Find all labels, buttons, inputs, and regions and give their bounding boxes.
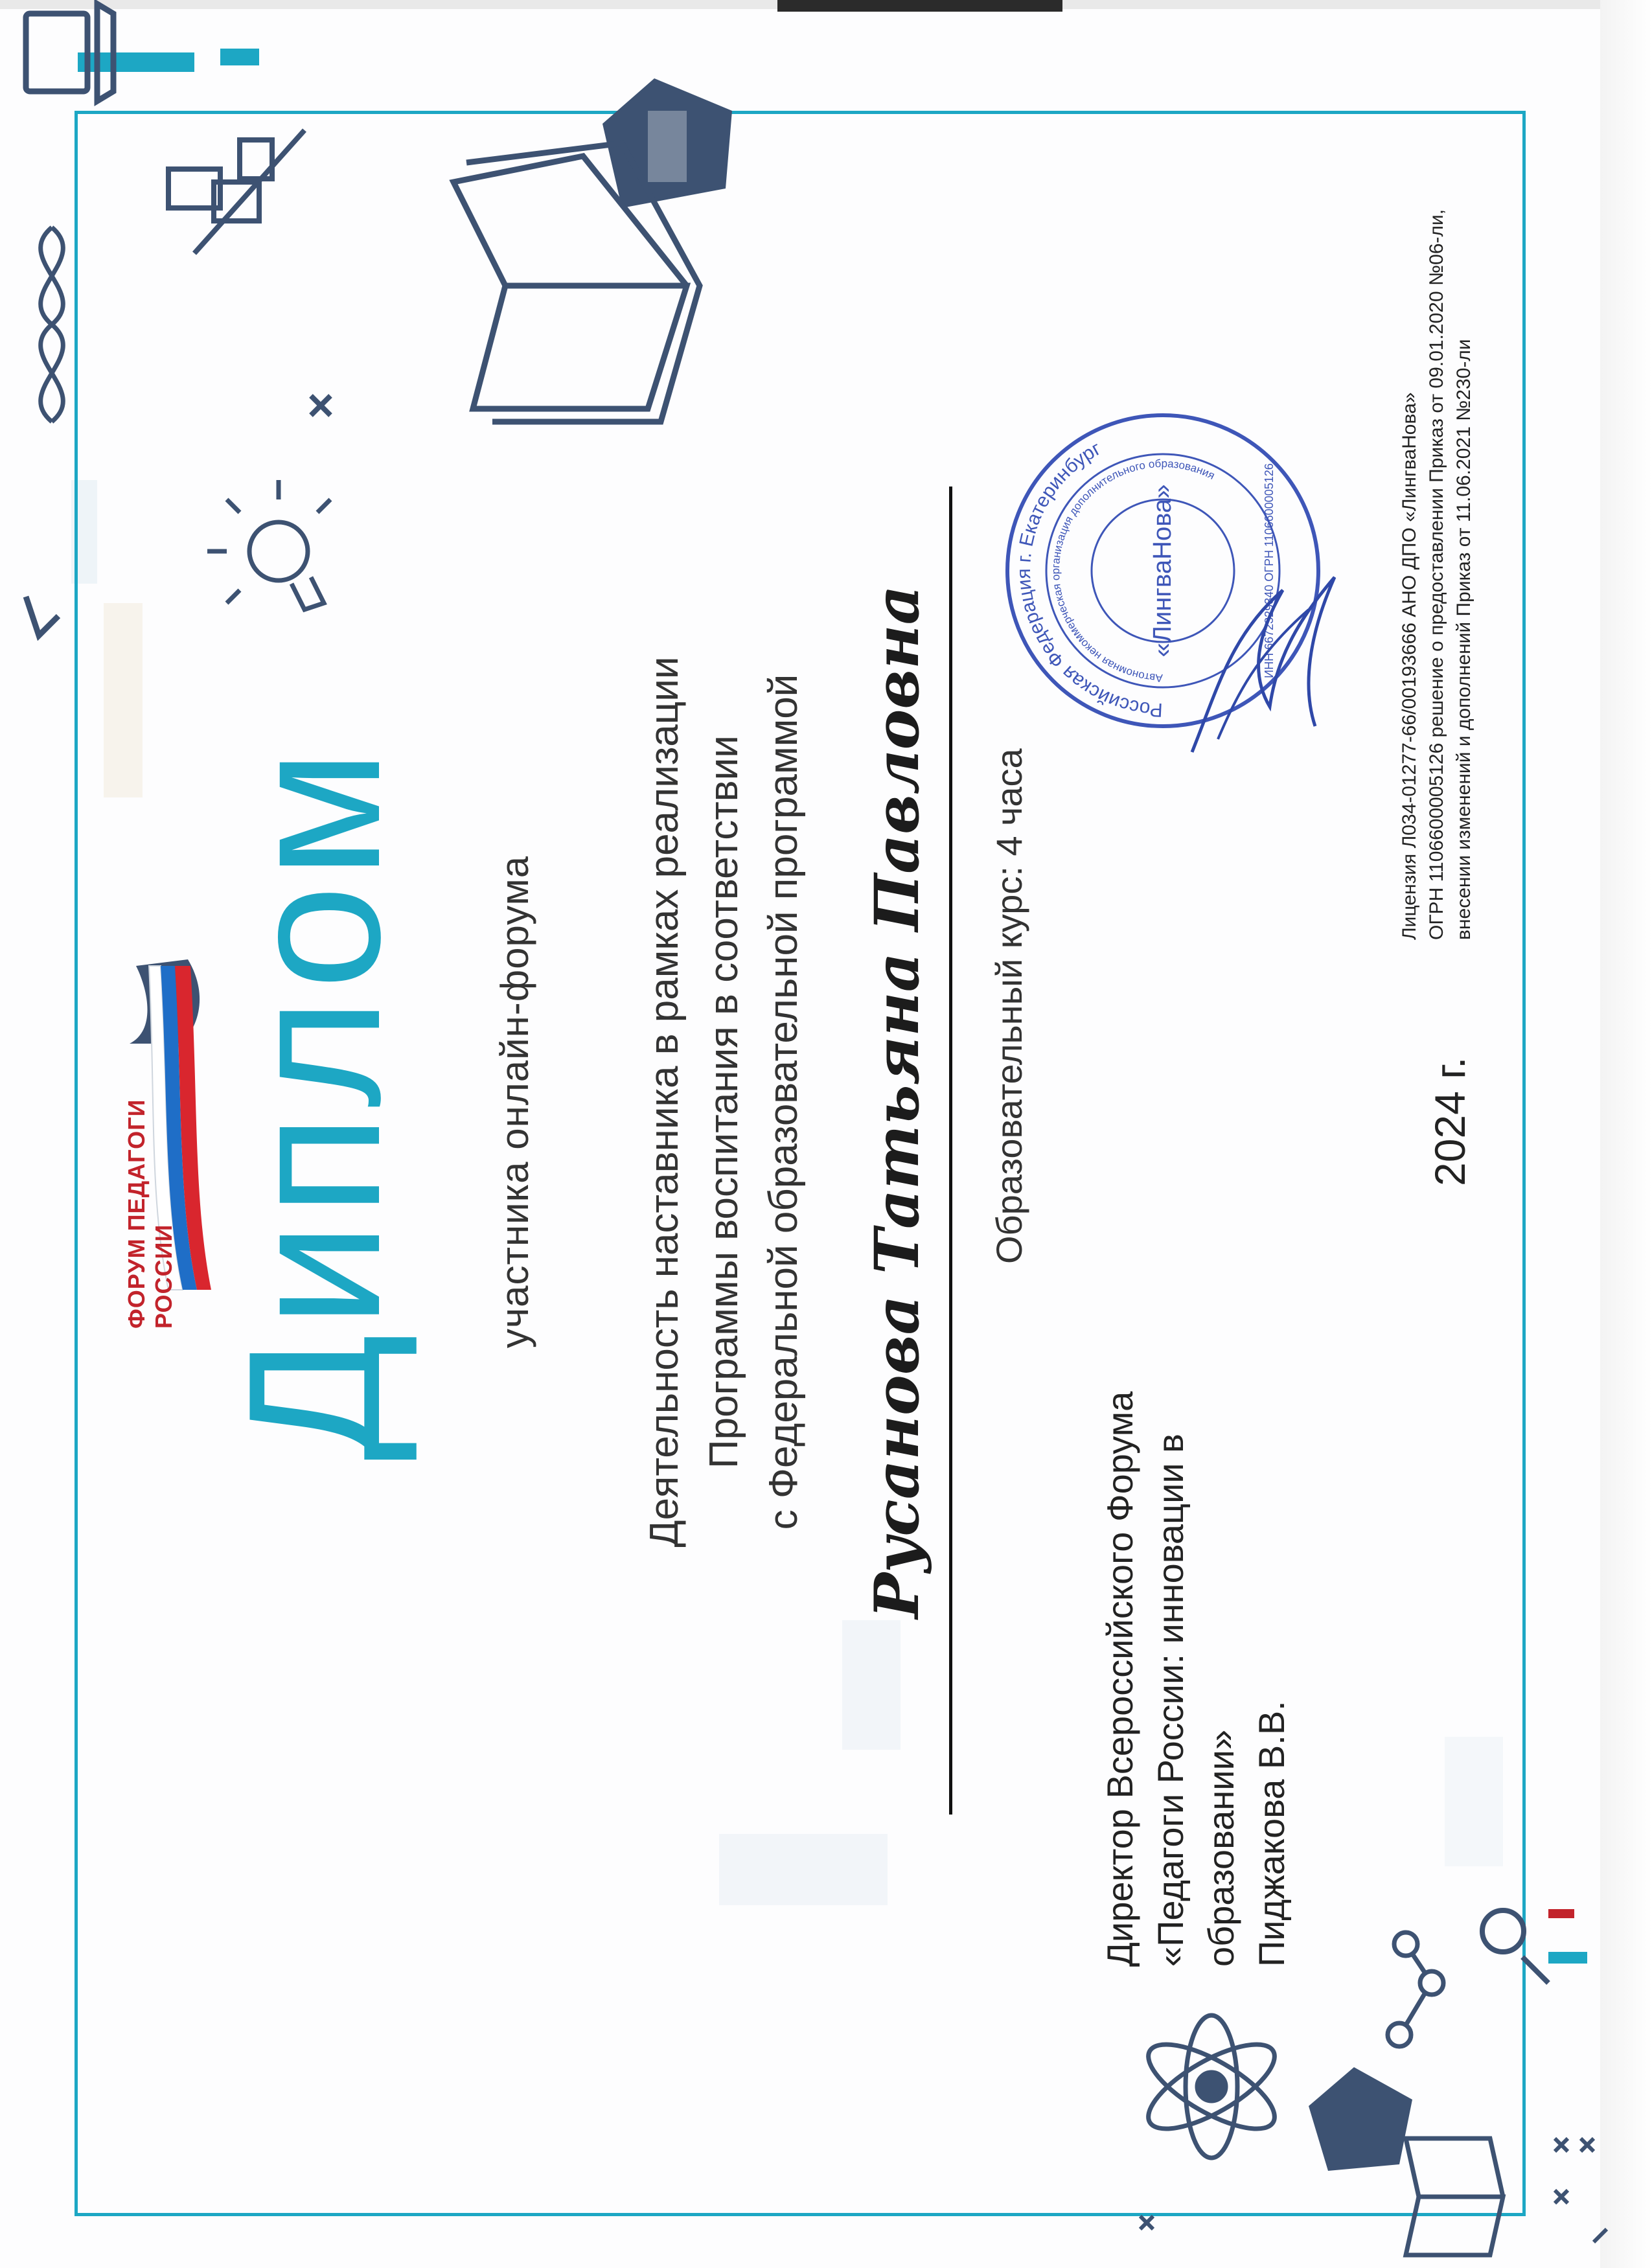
license-info [1396, 7, 1478, 940]
program-line: Программы воспитания в соответствии [702, 735, 746, 1469]
issue-year: 2024 г. [1426, 1057, 1474, 1186]
stamp-center-text: «ЛингваНова» [1148, 484, 1176, 658]
small-book-icon [1406, 2138, 1503, 2255]
diploma-title: Диплом [209, 742, 419, 1461]
stamp-inner-text: Автономная некоммерческая организация дополнительного образования [1049, 457, 1217, 685]
lightbulb-icon [207, 480, 330, 610]
recipient-name: Русанова Татьяна Павловна [862, 585, 933, 1619]
magnifier-icon [1482, 1910, 1548, 1983]
director-line: Пиджакова В.В. [1251, 1701, 1292, 1967]
dna-icon [41, 227, 63, 422]
atom-icon [1137, 2015, 1287, 2158]
stamp-outer-text: Российская Федерация г. Екатеринбург [1013, 437, 1164, 721]
cross-icon [311, 396, 330, 415]
diploma-subtitle: участника онлайн-форума [493, 855, 536, 1349]
course-duration: Образовательный курс: 4 часа [989, 748, 1029, 1264]
license-line: Лицензия Л034-01277-66/00193666 АНО ДПО «ЛингваНова» [1399, 392, 1420, 940]
name-underline [949, 487, 952, 1815]
director-line: Директор Всероссийского Форума [1099, 1391, 1140, 1967]
laptop-icon [26, 4, 113, 101]
license-line: внесении изменений и дополнений Приказ от 11.06.2021 №230-ли [1453, 339, 1474, 940]
license-line: ОГРН 1106600005126 решение о предоставлении Приказ от 09.01.2020 №06-ли, [1426, 209, 1447, 940]
stamp-registry-text: ИНН 6672329340 ОГРН 1106600005126 [1263, 463, 1276, 678]
book-pentagon-icon-bottom [1309, 2067, 1412, 2171]
director-signature [1179, 571, 1341, 765]
checkmark-icon [26, 597, 58, 636]
forum-logo [110, 953, 214, 1329]
director-line: «Педагоги России: инновации в образовании» [1150, 1434, 1241, 1967]
bar-chart-icon [168, 130, 304, 253]
program-line: с Федеральной образовательной программой [761, 674, 806, 1530]
logo-label: ФОРУМ ПЕДАГОГИ РОССИИ [123, 1099, 177, 1329]
director-signature-block [1095, 1319, 1297, 1967]
program-line: Деятельность наставника в рамках реализации [642, 656, 687, 1548]
program-description [635, 389, 814, 1815]
molecule-icon [1388, 1932, 1443, 2046]
